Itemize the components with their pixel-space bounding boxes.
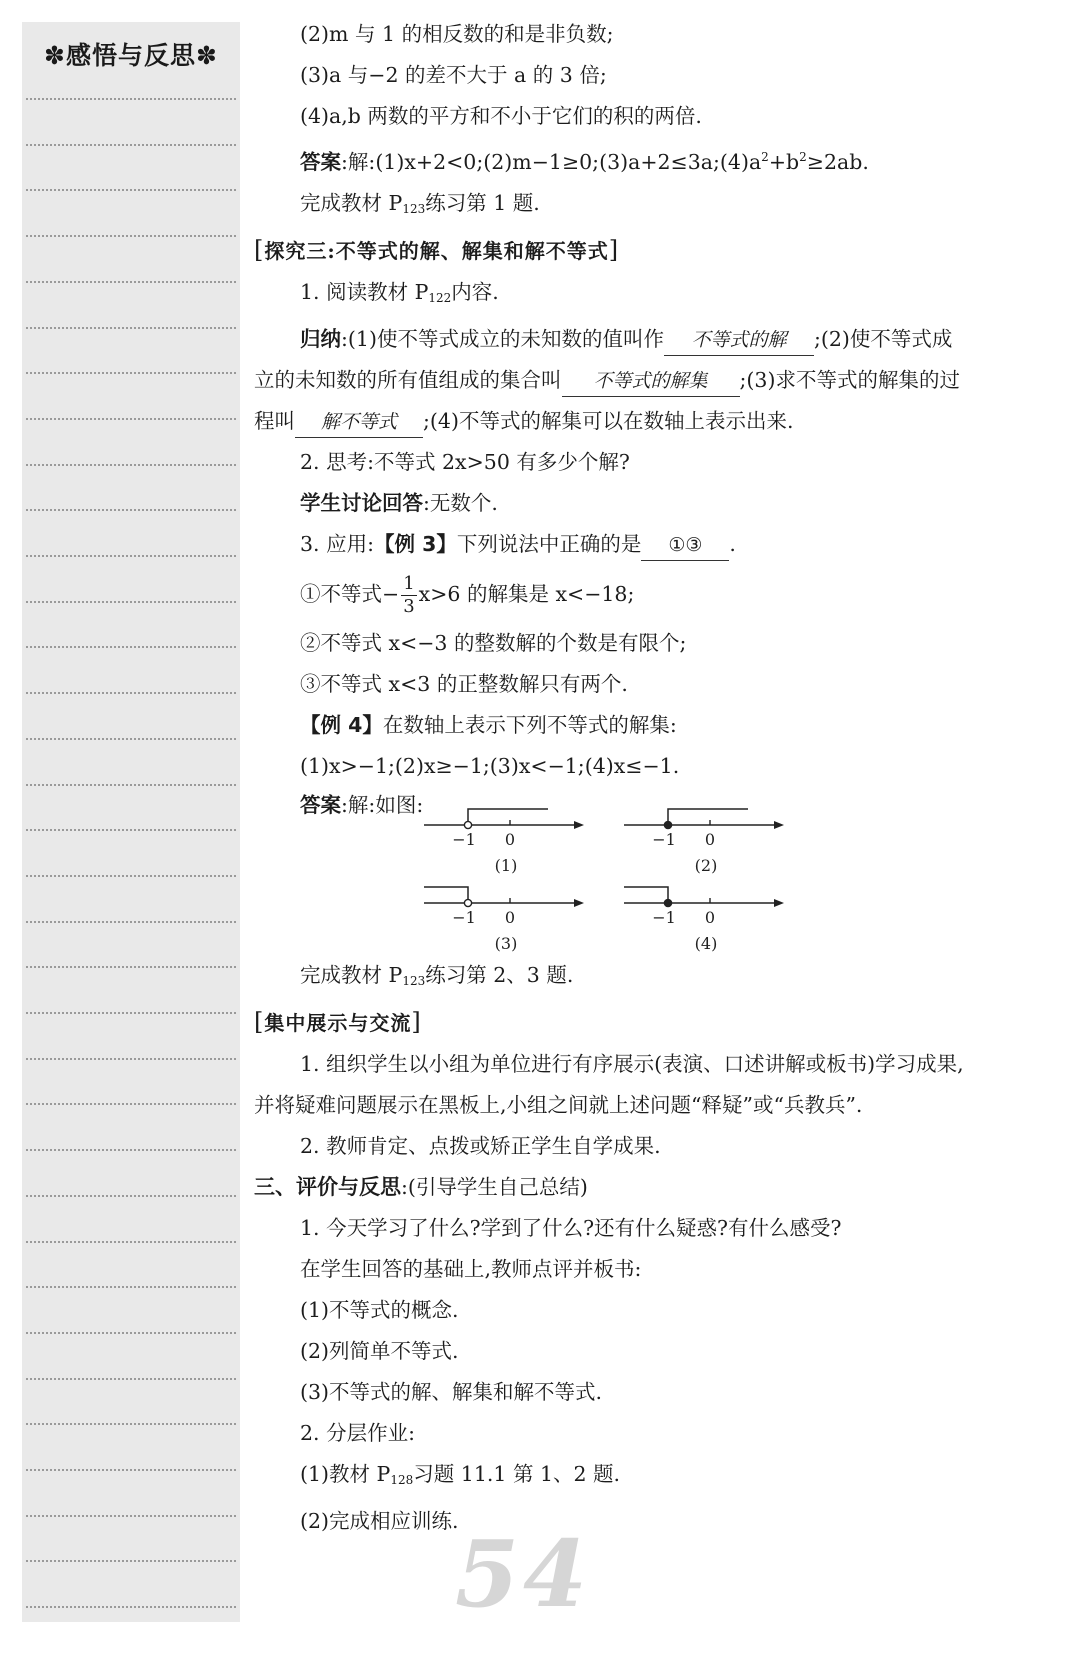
writing-line (26, 144, 236, 146)
answer-label: 答案 (300, 150, 341, 174)
tick-label: −1 (652, 830, 676, 849)
writing-line (26, 646, 236, 648)
text-line: (2)m 与 1 的相反数的和是非负数; (300, 22, 614, 46)
sidebar-title: ✽感悟与反思✽ (44, 41, 218, 70)
statement-line (254, 565, 1062, 623)
text: 3. 应用: (300, 532, 374, 556)
answer-line (254, 137, 1062, 183)
writing-line (26, 555, 236, 557)
section-title: 探究三:不等式的解、解集和解不等式 (264, 239, 609, 263)
writing-line (26, 921, 236, 923)
solution-ray (624, 887, 668, 899)
exercise-line (254, 183, 1062, 230)
axis-arrow (774, 899, 784, 907)
writing-line (26, 1423, 236, 1425)
text-line: (3)a 与−2 的差不大于 a 的 3 倍; (300, 63, 607, 87)
text: . (729, 532, 736, 556)
fill-blank: 解不等式 (295, 407, 423, 438)
writing-line (26, 692, 236, 694)
application-line (254, 524, 1062, 565)
bracket: ] (608, 236, 620, 264)
writing-line (26, 1241, 236, 1243)
closed-point (664, 899, 671, 906)
summary-label: 归纳 (300, 327, 341, 351)
tick-label: 0 (704, 908, 716, 927)
text-line (254, 1454, 1062, 1501)
solution-ray (668, 809, 748, 821)
discussion-label: 学生讨论回答 (300, 491, 423, 515)
denominator: 3 (403, 596, 415, 617)
solution-ray (424, 887, 468, 899)
answer-text: +b (768, 150, 800, 174)
text: x>6 的解集是 x<−18; (418, 582, 635, 606)
example-line (254, 705, 1062, 746)
main-content (254, 14, 1062, 1542)
writing-line (26, 829, 236, 831)
text-line: (4)a,b 两数的平方和不小于它们的积的两倍. (300, 104, 702, 128)
writing-line (26, 875, 236, 877)
text-line: (1)x>−1;(2)x≥−1;(3)x<−1;(4)x≤−1. (300, 754, 680, 778)
writing-line (26, 1606, 236, 1608)
open-point (464, 821, 471, 828)
tick-label: −1 (652, 908, 676, 927)
numerator: 1 (403, 573, 415, 594)
tick-label: −1 (452, 830, 476, 849)
closed-point (664, 821, 671, 828)
writing-line (26, 98, 236, 100)
text-line: 1. 今天学习了什么?学到了什么?还有什么疑惑?有什么感受? (300, 1216, 842, 1240)
writing-line (26, 1058, 236, 1060)
bracket: [ (254, 1008, 265, 1036)
tick-label: 0 (504, 908, 516, 927)
text: 完成教材 P (300, 191, 403, 215)
writing-line (26, 1515, 236, 1517)
writing-line (26, 509, 236, 511)
summary-line (254, 319, 1062, 360)
writing-line (26, 1378, 236, 1380)
writing-line (26, 601, 236, 603)
text-line: 1. 组织学生以小组为单位进行有序展示(表演、口述讲解或板书)学习成果, (300, 1052, 964, 1076)
answer-text: :解:如图: (341, 793, 424, 817)
writing-line (26, 738, 236, 740)
subscript: 128 (390, 1473, 414, 1487)
text: 在数轴上表示下列不等式的解集: (382, 713, 677, 737)
axis-arrow (574, 821, 584, 829)
writing-line (26, 1469, 236, 1471)
writing-line (26, 1286, 236, 1288)
text: 程叫 (254, 409, 295, 433)
answer-label: 答案 (300, 793, 341, 817)
heading-title: 三、评价与反思 (254, 1175, 401, 1199)
figure-label: (3) (494, 934, 518, 953)
discussion-line (254, 483, 1062, 524)
bracket: [ (254, 236, 265, 264)
text: 练习第 1 题. (425, 191, 540, 215)
text: ;(2)使不等式成 (813, 327, 953, 351)
writing-line (26, 1012, 236, 1014)
text: ①不等式− (300, 582, 400, 606)
writing-line (26, 418, 236, 420)
figure-label: (2) (694, 856, 718, 875)
example-label: 【例 4】 (300, 713, 383, 737)
section-heading (254, 230, 1062, 272)
fraction (401, 573, 416, 618)
open-point (464, 899, 471, 906)
text-line: 并将疑难问题展示在黑板上,小组之间就上述问题“释疑”或“兵教兵”. (254, 1093, 863, 1117)
subscript: 123 (402, 974, 426, 988)
example-label: 【例 3】 (373, 532, 457, 556)
text-line: (2)完成相应训练. (300, 1509, 459, 1533)
text-line: 2. 教师肯定、点拨或矫正学生自学成果. (300, 1134, 661, 1158)
tick-label: −1 (452, 908, 476, 927)
fill-blank: 不等式的解 (664, 325, 814, 356)
text: ;(3)求不等式的解集的过 (739, 368, 960, 392)
answer-text: :解:(1)x+2<0;(2)m−1≥0;(3)a+2≤3a;(4)a (341, 150, 762, 174)
reflection-sidebar (22, 22, 240, 1622)
section-heading (254, 1002, 1062, 1044)
writing-line (26, 1332, 236, 1334)
superscript: 2 (761, 150, 769, 164)
figure-label: (4) (694, 934, 718, 953)
figure-label: (1) (494, 856, 518, 875)
text: :(1)使不等式成立的未知数的值叫作 (341, 327, 664, 351)
writing-line (26, 327, 236, 329)
summary-line (254, 401, 1062, 442)
text: :无数个. (423, 491, 498, 515)
text-line: 在学生回答的基础上,教师点评并板书: (300, 1257, 642, 1281)
heading-note: :(引导学生自己总结) (401, 1175, 588, 1199)
text: (1)教材 P (300, 1462, 391, 1486)
section-heading (254, 1167, 1062, 1208)
writing-line (26, 281, 236, 283)
bracket: ] (411, 1008, 422, 1036)
writing-line (26, 966, 236, 968)
text-line: (3)不等式的解、解集和解不等式. (300, 1380, 603, 1404)
tick-label: 0 (504, 830, 516, 849)
axis-arrow (774, 821, 784, 829)
summary-line (254, 360, 1062, 401)
subscript: 123 (402, 202, 426, 216)
writing-line (26, 372, 236, 374)
number-line-svg (254, 785, 1062, 955)
text-line (254, 272, 1062, 319)
text: 完成教材 P (300, 963, 403, 987)
writing-line (26, 189, 236, 191)
statement-line: ②不等式 x<−3 的整数解的个数是有限个; (300, 631, 687, 655)
writing-line (26, 1103, 236, 1105)
text-line: 2. 分层作业: (300, 1421, 415, 1445)
solution-ray (468, 809, 548, 821)
text: 内容. (451, 280, 499, 304)
superscript: 2 (799, 150, 807, 164)
writing-line (26, 784, 236, 786)
answer-text: ≥2ab. (806, 150, 869, 174)
page-number: 54 (455, 1520, 592, 1628)
text-line: (1)不等式的概念. (300, 1298, 459, 1322)
text: 练习第 2、3 题. (425, 963, 574, 987)
subscript: 122 (428, 291, 452, 305)
writing-line (26, 1560, 236, 1562)
tick-label: 0 (704, 830, 716, 849)
statement-line: ③不等式 x<3 的正整数解只有两个. (300, 672, 628, 696)
fill-blank: ①③ (641, 530, 729, 561)
fill-blank: 不等式的解集 (562, 366, 740, 397)
exercise-line (254, 955, 1062, 1002)
writing-line (26, 235, 236, 237)
axis-arrow (574, 899, 584, 907)
number-line-figures (254, 785, 1062, 955)
text: ;(4)不等式的解集可以在数轴上表示出来. (423, 409, 794, 433)
text: 下列说法中正确的是 (456, 532, 642, 556)
text-line: 2. 思考:不等式 2x>50 有多少个解? (300, 450, 630, 474)
section-title: 集中展示与交流 (264, 1011, 412, 1035)
writing-line (26, 1149, 236, 1151)
text: 1. 阅读教材 P (300, 280, 429, 304)
text-line: (2)列简单不等式. (300, 1339, 459, 1363)
text: 立的未知数的所有值组成的集合叫 (254, 368, 562, 392)
writing-line (26, 464, 236, 466)
text: 习题 11.1 第 1、2 题. (413, 1462, 621, 1486)
writing-line (26, 1195, 236, 1197)
